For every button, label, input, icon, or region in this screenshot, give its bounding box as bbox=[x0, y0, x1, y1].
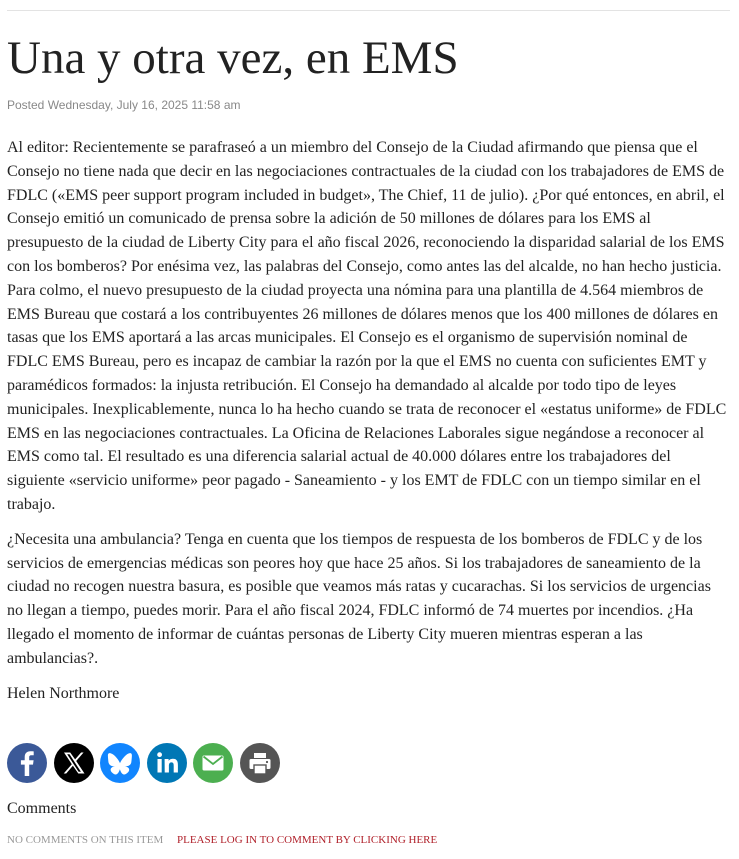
email-icon bbox=[193, 743, 233, 783]
bluesky-icon bbox=[100, 743, 140, 783]
article-signature: Helen Northmore bbox=[7, 684, 120, 702]
article-title: Una y otra vez, en EMS bbox=[7, 32, 459, 84]
x-icon bbox=[54, 743, 94, 783]
share-linkedin-button[interactable] bbox=[147, 743, 187, 783]
share-x-button[interactable] bbox=[54, 743, 94, 783]
login-to-comment-link[interactable]: PLEASE LOG IN TO COMMENT BY CLICKING HERE bbox=[177, 834, 438, 846]
share-email-button[interactable] bbox=[193, 743, 233, 783]
article-paragraph: Al editor: Recientemente se parafraseó a un miembro del Consejo de la Ciudad afirmando que piensa que el Consejo no tiene nada que decir en las negociaciones contractuales de la ciudad con los trabajadores de EMS de FDLC («EMS peer support program included in budget», The Chief, 11 de julio). ¿Por qué entonces, en abril, el Consejo emitió un comunicado de prensa sobre la adición de 50 millones de dólares para los EMS al presupuesto de la ciudad de Liberty City para el año fiscal 2026, reconociendo la disparidad salarial de los EMS con los bomberos? Por enésima vez, las palabras del Consejo, como antes las del alcalde, no han hecho justicia. Para colmo, el nuevo presupuesto de la ciudad proyecta una nómina para una plantilla de 4.564 miembros de EMS Bureau que costará a los contribuyentes 26 millones de dólares menos que los 400 millones de dólares en tasas que los EMS aportará a las arcas municipales. El Consejo es el organismo de supervisión nominal de FDLC EMS Bureau, pero es incapaz de cambiar la razón por la que el EMS no cuenta con suficientes EMT y paramédicos formados: la injusta retribución. El Consejo ha demandado al alcalde por todo tipo de leyes municipales. Inexplicablemente, nunca lo ha hecho cuando se trata de reconocer el «estatus uniforme» de FDLC EMS en las negociaciones contractuales. La Oficina de Relaciones Laborales sigue negándose a reconocer al EMS como tal. El resultado es una diferencia salarial actual de 40.000 dólares entre los trabajadores del siguiente «servicio uniforme» peor pagado - Saneamiento - y los EMT de FDLC con un tiempo similar en el trabajo. bbox=[7, 139, 727, 513]
linkedin-icon bbox=[147, 743, 187, 783]
article-body bbox=[7, 136, 729, 716]
share-bluesky-button[interactable] bbox=[100, 743, 140, 783]
posted-date: Posted Wednesday, July 16, 2025 11:58 am bbox=[7, 98, 241, 112]
comments-footer bbox=[7, 833, 437, 847]
top-divider bbox=[7, 10, 730, 11]
share-facebook-button[interactable] bbox=[7, 743, 47, 783]
no-comments-text: NO COMMENTS ON THIS ITEM bbox=[7, 834, 164, 846]
comments-heading: Comments bbox=[7, 800, 77, 817]
print-icon bbox=[240, 743, 280, 783]
share-bar bbox=[7, 743, 280, 783]
print-button[interactable] bbox=[240, 743, 280, 783]
article-paragraph: ¿Necesita una ambulancia? Tenga en cuenta que los tiempos de respuesta de los bomberos de FDLC y de los servicios de emergencias médicas son peores hoy que hace 25 años. Si los trabajadores de saneamiento de la ciudad no recogen nuestra basura, es posible que veamos más ratas y cucarachas. Si los servicios de urgencias no llegan a tiempo, puedes morir. Para el año fiscal 2024, FDLC informó de 74 muertes por incendios. ¿Ha llegado el momento de informar de cuántas personas de Liberty City mueren mientras esperan a las ambulancias?. bbox=[7, 530, 711, 667]
facebook-icon bbox=[7, 743, 47, 783]
